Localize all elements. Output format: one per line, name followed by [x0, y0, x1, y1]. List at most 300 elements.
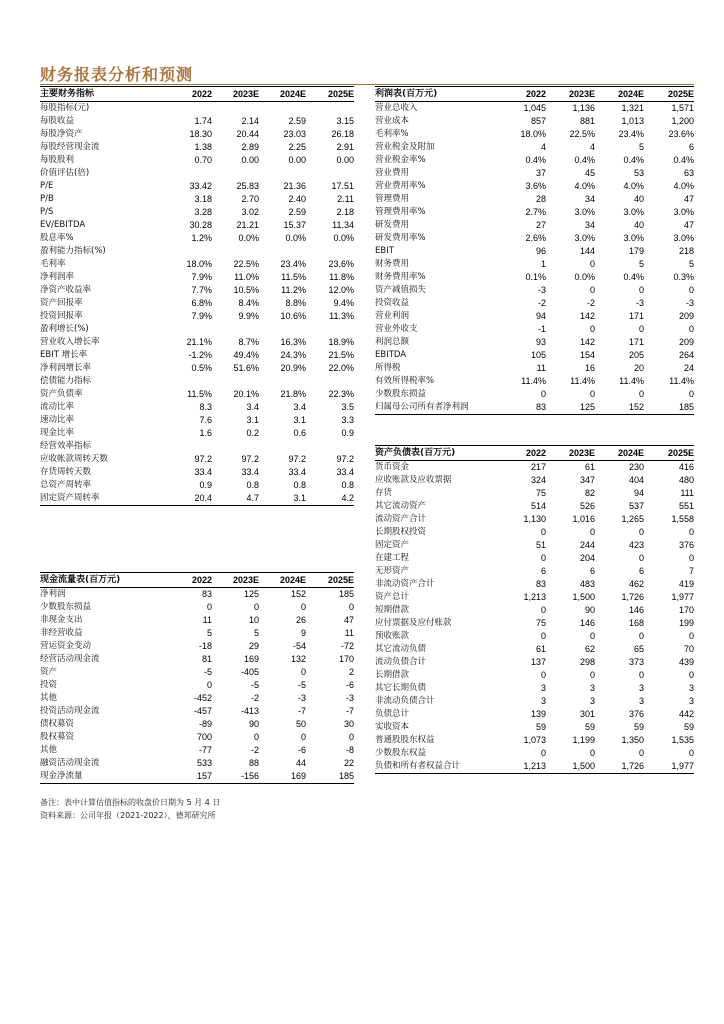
value-cell: 1,265: [621, 514, 644, 524]
value-cell: 75: [535, 488, 546, 498]
value-cell: 1,350: [621, 735, 644, 745]
row-label: 每股净资产: [40, 129, 83, 139]
value-cell: 179: [628, 246, 644, 256]
table-row: [375, 487, 694, 500]
value-cell: 20.9%: [280, 363, 306, 373]
value-cell: 11.0%: [234, 272, 259, 282]
value-cell: 480: [678, 475, 694, 485]
value-cell: -3: [635, 298, 644, 308]
value-cell: 11.3%: [329, 311, 354, 321]
value-cell: [155, 167, 212, 180]
note-source: 资料来源：公司年报（2021-2022），德邦研究所: [40, 811, 216, 820]
value-cell: 376: [628, 709, 644, 719]
value-cell: 3.0%: [574, 233, 595, 243]
value-cell: 82: [584, 488, 595, 498]
row-label: 存货: [375, 488, 393, 498]
value-cell: 5: [253, 628, 259, 638]
value-cell: 40: [633, 220, 644, 230]
value-cell: 12.0%: [328, 285, 354, 295]
table-row: [375, 643, 694, 656]
value-cell: 3.4: [293, 402, 306, 412]
value-cell: 1,977: [671, 592, 694, 602]
value-cell: 132: [290, 654, 306, 664]
value-cell: 157: [155, 770, 212, 784]
value-cell: -3: [537, 285, 546, 295]
row-label: 应收帐款周转天数: [40, 454, 109, 464]
value-cell: 169: [243, 654, 259, 664]
value-cell: 11.34: [332, 220, 354, 230]
value-cell: -18: [198, 641, 212, 651]
value-cell: 700: [196, 732, 212, 742]
value-cell: [155, 102, 212, 116]
value-cell: -89: [198, 719, 212, 729]
table-row: [40, 141, 354, 154]
value-cell: 8.3: [199, 402, 212, 412]
value-cell: 21.8%: [280, 389, 306, 399]
value-cell: 22: [343, 758, 354, 768]
value-cell: 90: [248, 719, 259, 729]
value-cell: 551: [678, 501, 694, 511]
table-row: [40, 102, 354, 116]
value-cell: 0: [688, 748, 694, 758]
value-cell: 1,213: [523, 592, 546, 602]
row-label: 营业外收支: [375, 324, 418, 334]
value-cell: [306, 440, 354, 453]
table-row: [40, 692, 354, 705]
value-cell: 0: [540, 748, 546, 758]
row-label: EV/EBITDA: [40, 220, 86, 230]
table-row: [40, 401, 354, 414]
value-cell: 9: [300, 628, 306, 638]
value-cell: 3.4: [246, 402, 259, 412]
value-cell: 169: [259, 770, 306, 784]
value-cell: 154: [579, 350, 595, 360]
value-cell: 59: [683, 722, 694, 732]
value-cell: 442: [678, 709, 694, 719]
value-cell: 0: [638, 389, 644, 399]
value-cell: 7.6: [199, 415, 212, 425]
year-header-cell: 2023E: [546, 87, 595, 102]
table-row: [375, 362, 694, 375]
value-cell: 83: [201, 589, 212, 599]
table-row: [40, 206, 354, 219]
table-row: [375, 461, 694, 475]
value-cell: 347: [579, 475, 595, 485]
value-cell: [259, 440, 306, 453]
row-label: 股息率%: [40, 233, 74, 243]
value-cell: [212, 167, 259, 180]
value-cell: 0: [540, 553, 546, 563]
value-cell: 37: [535, 168, 546, 178]
table-row: [40, 479, 354, 492]
value-cell: -5: [250, 680, 259, 690]
value-cell: 21.1%: [186, 337, 212, 347]
table-row: [375, 708, 694, 721]
value-cell: 3.0%: [623, 207, 644, 217]
value-cell: 209: [678, 337, 694, 347]
row-label: 速动比率: [40, 415, 75, 425]
row-label: 长期借款: [375, 670, 410, 680]
value-cell: 23.4%: [618, 129, 644, 139]
value-cell: 301: [579, 709, 595, 719]
table-row: [375, 760, 694, 774]
value-cell: 7.7%: [191, 285, 212, 295]
year-header-cell: 2025E: [306, 573, 354, 588]
value-cell: 44: [295, 758, 306, 768]
table-row: [40, 666, 354, 679]
value-cell: 61: [584, 462, 595, 472]
row-label: 融资活动现金流: [40, 758, 100, 768]
row-label: 营业总收入: [375, 103, 418, 113]
value-cell: 0.9: [199, 480, 212, 490]
table-header-row: [375, 446, 694, 461]
value-cell: 11.4%: [669, 376, 694, 386]
value-cell: 88: [248, 758, 259, 768]
value-cell: 139: [530, 709, 546, 719]
table-row: [375, 245, 694, 258]
value-cell: 11.4%: [521, 376, 546, 386]
value-cell: 29: [248, 641, 259, 651]
table: [375, 445, 694, 774]
value-cell: 0: [688, 285, 694, 295]
row-label: 现金比率: [40, 428, 75, 438]
value-cell: 9.4%: [333, 298, 354, 308]
row-label: 少数股东损益: [40, 602, 92, 612]
value-cell: 10.5%: [233, 285, 259, 295]
notes: [40, 796, 360, 822]
value-cell: 9.9%: [238, 311, 259, 321]
table-title-cell: 利润表(百万元): [375, 87, 497, 102]
table-row: [40, 731, 354, 744]
value-cell: 0: [300, 732, 306, 742]
table-row: [375, 578, 694, 591]
value-cell: 170: [678, 605, 694, 615]
row-label: 营业费用: [375, 168, 410, 178]
table-row: [375, 115, 694, 128]
value-cell: 0.5%: [191, 363, 212, 373]
value-cell: 144: [579, 246, 595, 256]
value-cell: -2: [250, 693, 259, 703]
table-row: [40, 167, 354, 180]
table-row: [375, 474, 694, 487]
value-cell: 2.11: [337, 194, 354, 204]
value-cell: 199: [678, 618, 694, 628]
year-header-cell: 2022: [497, 446, 546, 461]
value-cell: 45: [584, 168, 595, 178]
value-cell: 0: [540, 389, 546, 399]
value-cell: 483: [579, 579, 595, 589]
value-cell: -156: [212, 770, 259, 784]
table-row: [375, 349, 694, 362]
value-cell: 0: [638, 324, 644, 334]
value-cell: 3.1: [293, 415, 306, 425]
table-row: [40, 271, 354, 284]
value-cell: 0: [348, 732, 354, 742]
value-cell: 185: [306, 770, 354, 784]
value-cell: 0.0%: [574, 272, 595, 282]
table-row: [40, 388, 354, 401]
value-cell: 0: [589, 389, 595, 399]
value-cell: 0.8: [293, 480, 306, 490]
value-cell: -413: [240, 706, 259, 716]
table-row: [40, 601, 354, 614]
row-label: 经营活动现金流: [40, 654, 100, 664]
value-cell: 0.2: [246, 428, 259, 438]
row-label: 现金净流量: [40, 770, 155, 784]
main-financial-indicators-table: [40, 86, 354, 506]
value-cell: 27: [535, 220, 546, 230]
value-cell: 11.5%: [281, 272, 306, 282]
row-label: 资产回报率: [40, 298, 83, 308]
table-row: [40, 640, 354, 653]
table-row: [375, 310, 694, 323]
row-label: 偿债能力指标: [40, 376, 92, 386]
value-cell: 47: [343, 615, 354, 625]
value-cell: 23.6%: [328, 259, 354, 269]
row-label: 实收资本: [375, 722, 410, 732]
value-cell: -3: [685, 298, 694, 308]
value-cell: -2: [537, 298, 546, 308]
value-cell: 125: [546, 401, 595, 415]
title-divider: [40, 84, 694, 85]
value-cell: 20.44: [236, 129, 259, 139]
value-cell: 97.2: [194, 454, 212, 464]
table-row: [40, 466, 354, 479]
value-cell: 8.7%: [238, 337, 259, 347]
value-cell: 514: [530, 501, 546, 511]
value-cell: 23.4%: [280, 259, 306, 269]
value-cell: 3: [589, 696, 595, 706]
value-cell: 171: [628, 337, 644, 347]
note-valuation-date: 备注：表中计算估值指标的收盘价日期为 5 月 4 日: [40, 798, 221, 807]
value-cell: 264: [678, 350, 694, 360]
row-label: 价值评估(倍): [40, 168, 90, 178]
row-label: EBIT 增长率: [40, 350, 88, 360]
row-label: 非经营收益: [40, 628, 83, 638]
table-row: [40, 154, 354, 167]
row-label: 少数股东权益: [375, 748, 427, 758]
value-cell: -1.2%: [188, 350, 212, 360]
table-row: [375, 102, 694, 116]
value-cell: 185: [338, 589, 354, 599]
value-cell: 24.3%: [280, 350, 306, 360]
table-row: [375, 180, 694, 193]
table-row: [375, 682, 694, 695]
value-cell: 2.18: [336, 207, 354, 217]
value-cell: 1,073: [523, 735, 546, 745]
value-cell: 0: [589, 748, 595, 758]
value-cell: 0: [589, 631, 595, 641]
value-cell: [306, 167, 354, 180]
value-cell: 3: [589, 683, 595, 693]
value-cell: 94: [535, 311, 546, 321]
row-label: 管理费用: [375, 194, 410, 204]
row-label: 净利润增长率: [40, 363, 92, 373]
value-cell: [306, 245, 354, 258]
value-cell: 59: [584, 722, 595, 732]
value-cell: 3.02: [241, 207, 259, 217]
value-cell: 11.4%: [570, 376, 595, 386]
row-label: 资产: [40, 667, 58, 677]
page-title: 财务报表分析和预测: [40, 65, 194, 84]
value-cell: 0.1%: [525, 272, 546, 282]
value-cell: 0.4%: [623, 272, 644, 282]
table-row: [375, 539, 694, 552]
value-cell: 2.59: [288, 116, 306, 126]
row-label: 少数股东损益: [375, 389, 427, 399]
table-row: [40, 362, 354, 375]
value-cell: 10.6%: [280, 311, 306, 321]
value-cell: 230: [628, 462, 644, 472]
value-cell: 22.3%: [328, 389, 354, 399]
row-label: 债权募资: [40, 719, 75, 729]
row-label: 营业成本: [375, 116, 410, 126]
value-cell: 2.25: [288, 142, 306, 152]
value-cell: 21.5%: [328, 350, 354, 360]
value-cell: 3.5: [341, 402, 354, 412]
value-cell: 1,500: [546, 760, 595, 774]
value-cell: [259, 375, 306, 388]
value-cell: 3.18: [194, 194, 212, 204]
value-cell: 8.4%: [238, 298, 259, 308]
row-label: 应付票据及应付账款: [375, 618, 452, 628]
value-cell: 18.0%: [520, 129, 546, 139]
value-cell: [155, 375, 212, 388]
value-cell: 22.5%: [233, 259, 259, 269]
value-cell: 0.8: [341, 480, 354, 490]
value-cell: 0.8: [246, 480, 259, 490]
row-label: 非现金支出: [40, 615, 83, 625]
value-cell: 209: [678, 311, 694, 321]
row-label: EBITDA: [375, 350, 407, 360]
row-label: 营业费用率%: [375, 181, 426, 191]
table-row: [40, 653, 354, 666]
value-cell: -3: [345, 693, 354, 703]
value-cell: 40: [633, 194, 644, 204]
table-row: [375, 128, 694, 141]
value-cell: 26: [295, 615, 306, 625]
value-cell: 30.28: [189, 220, 212, 230]
value-cell: [306, 375, 354, 388]
value-cell: 3: [540, 696, 546, 706]
value-cell: [155, 323, 212, 336]
value-cell: 10: [248, 615, 259, 625]
row-label: 归属母公司所有者净利润: [375, 401, 497, 415]
value-cell: 11.5%: [187, 389, 212, 399]
value-cell: 7.9%: [191, 272, 212, 282]
table-row: [375, 500, 694, 513]
table-row: [375, 141, 694, 154]
table-row: [40, 492, 354, 506]
value-cell: 59: [535, 722, 546, 732]
value-cell: [212, 245, 259, 258]
row-label: 负债总计: [375, 709, 410, 719]
value-cell: 18.9%: [328, 337, 354, 347]
value-cell: 3.28: [194, 207, 212, 217]
value-cell: 15.37: [283, 220, 306, 230]
row-label: 管理费用率%: [375, 207, 426, 217]
value-cell: 416: [678, 462, 694, 472]
row-label: 所得税: [375, 363, 401, 373]
value-cell: 18.30: [189, 129, 212, 139]
value-cell: 25.83: [236, 181, 259, 191]
table-row: [375, 219, 694, 232]
value-cell: 2.70: [241, 194, 259, 204]
row-label: 货币资金: [375, 462, 410, 472]
table-row: [375, 388, 694, 401]
table-row: [375, 375, 694, 388]
value-cell: 0: [300, 667, 306, 677]
value-cell: 8.8%: [285, 298, 306, 308]
value-cell: 142: [579, 311, 595, 321]
table: [375, 86, 694, 415]
value-cell: 4.0%: [673, 181, 694, 191]
value-cell: 152: [595, 401, 644, 415]
value-cell: 0: [589, 324, 595, 334]
value-cell: 17.51: [331, 181, 354, 191]
value-cell: 0: [638, 527, 644, 537]
year-header-cell: 2023E: [546, 446, 595, 461]
value-cell: 1,321: [621, 103, 644, 113]
value-cell: 2.91: [336, 142, 354, 152]
value-cell: 1.6: [199, 428, 212, 438]
value-cell: 1,045: [523, 103, 546, 113]
value-cell: 526: [579, 501, 595, 511]
value-cell: 11: [536, 363, 546, 373]
table-row: [375, 336, 694, 349]
value-cell: 105: [530, 350, 546, 360]
value-cell: 3: [688, 683, 694, 693]
row-label: 毛利率: [40, 259, 66, 269]
value-cell: 170: [338, 654, 354, 664]
table-row: [375, 617, 694, 630]
value-cell: 33.4: [194, 467, 212, 477]
value-cell: 0: [589, 670, 595, 680]
value-cell: 0: [638, 285, 644, 295]
table-header-row: [40, 573, 354, 588]
row-label: 盈利增长(%): [40, 324, 89, 334]
row-label: 其它长期负债: [375, 683, 427, 693]
value-cell: 0.9: [341, 428, 354, 438]
value-cell: 0: [638, 553, 644, 563]
row-label: 负债和所有者权益合计: [375, 760, 497, 774]
value-cell: 1,200: [671, 116, 694, 126]
value-cell: 16: [584, 363, 595, 373]
value-cell: 0: [589, 285, 595, 295]
value-cell: 439: [678, 657, 694, 667]
value-cell: 1,726: [621, 592, 644, 602]
value-cell: 1.2%: [191, 233, 212, 243]
row-label: 股权募资: [40, 732, 75, 742]
income-statement-table: [375, 86, 694, 415]
value-cell: 83: [535, 579, 546, 589]
value-cell: 1,136: [572, 103, 595, 113]
value-cell: 1,571: [671, 103, 694, 113]
table-row: [375, 154, 694, 167]
value-cell: 146: [628, 605, 644, 615]
table-row: [40, 588, 354, 602]
row-label: 每股经营现金流: [40, 142, 100, 152]
value-cell: 0: [206, 680, 212, 690]
table-row: [375, 401, 694, 415]
row-label: 存货周转天数: [40, 467, 92, 477]
value-cell: 62: [584, 644, 595, 654]
value-cell: 7: [688, 566, 694, 576]
table-row: [375, 513, 694, 526]
value-cell: 0: [638, 631, 644, 641]
value-cell: 0: [638, 670, 644, 680]
table-row: [40, 232, 354, 245]
